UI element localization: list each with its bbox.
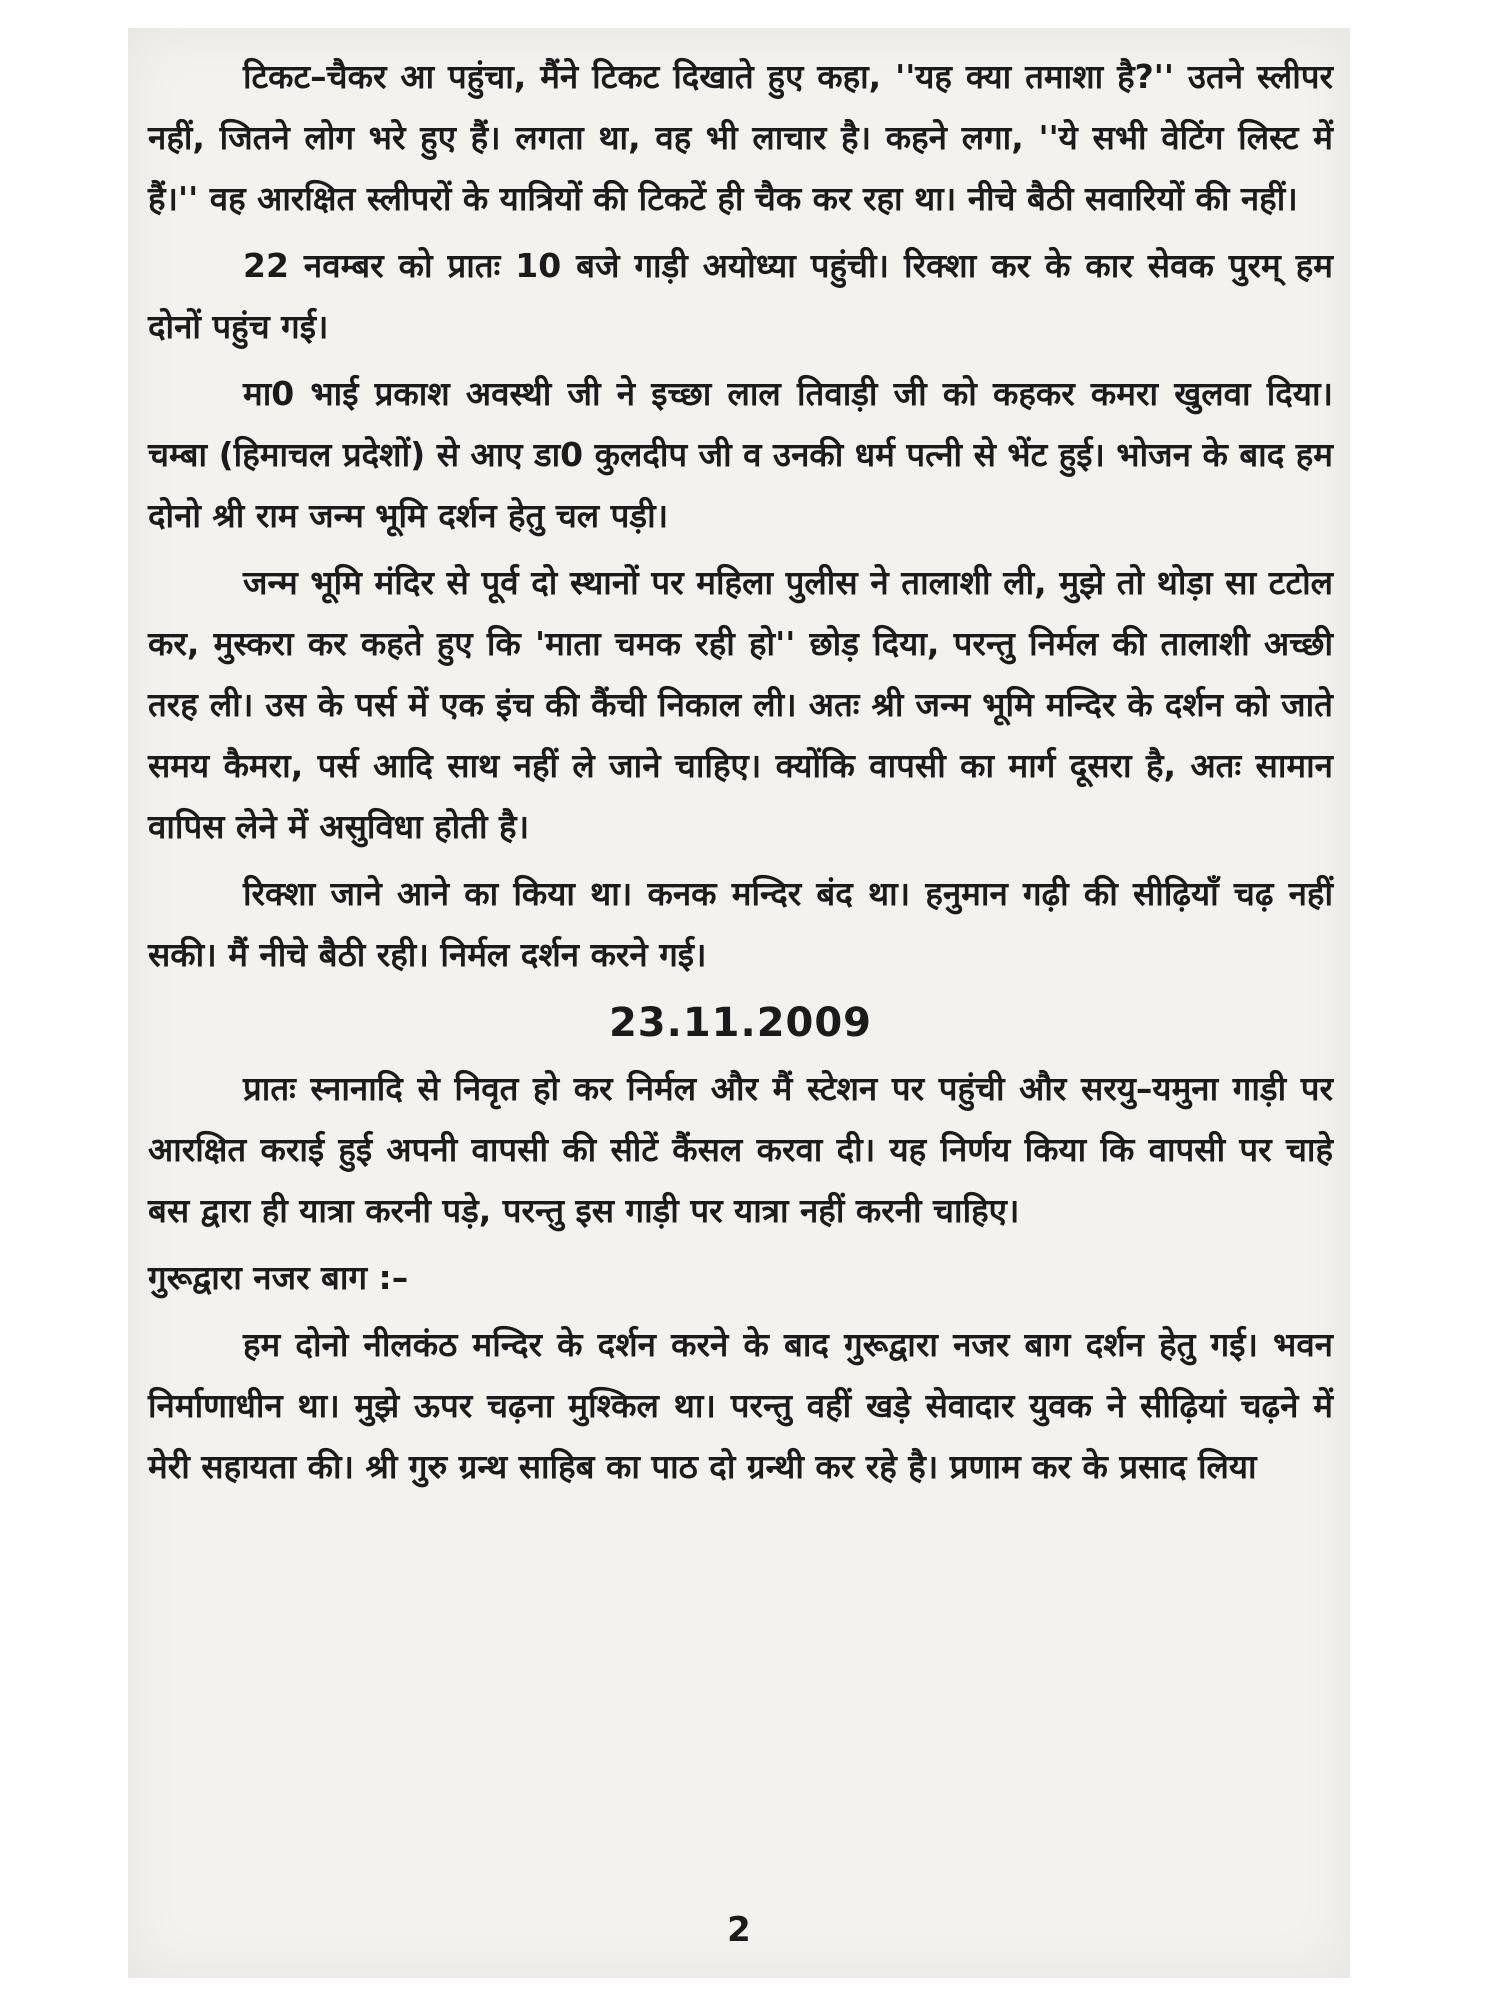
paragraph-arrival-ayodhya: 22 नवम्बर को प्रातः 10 बजे गाड़ी अयोध्या पहुंची। रिक्शा कर के कार सेवक पुरम् हम दोनों पहुंच गई। — [148, 246, 1333, 346]
paragraph-ticket-checker: टिकट–चैकर आ पहुंचा, मैंने टिकट दिखाते हुए कहा, ''यह क्या तमाशा है?'' उतने स्लीपर नहीं, जितने लोग भरे हुए हैं। लगता था, वह भी लाचार है। कहने लगा, ''ये सभी वेटिंग लिस्ट में हैं।'' वह आरक्षित स्लीपरों के यात्रियों की टिकटें ही चैक कर रहा था। नीचे बैठी सवारियों की नहीं। — [148, 57, 1333, 218]
paragraph-hanuman-garhi: रिक्शा जाने आने का किया था। कनक मन्दिर बंद था। हनुमान गढ़ी की सीढ़ियाँ चढ़ नहीं सकी। मैं नीचे बैठी रही। निर्मल दर्शन करने गई। — [148, 874, 1333, 974]
section-heading-gurudwara: गुरूद्वारा नजर बाग :– — [148, 1258, 409, 1297]
date-heading: 23.11.2009 — [608, 1000, 873, 1046]
page-number: 2 — [727, 1910, 751, 1950]
paragraph-gurudwara: हम दोनो नीलकंठ मन्दिर के दर्शन करने के बाद गुरूद्वारा नजर बाग दर्शन हेतु गई। भवन निर्माणाधीन था। मुझे ऊपर चढ़ना मुश्किल था। परन्तु वहीं खड़े सेवादार युवक ने सीढ़ियां चढ़ने में मेरी सहायता की। श्री गुरु ग्रन्थ साहिब का पाठ दो ग्रन्थी कर रहे है। प्रणाम कर के प्रसाद लिया — [148, 1325, 1333, 1486]
book-page — [128, 28, 1350, 1978]
paragraph-station: प्रातः स्नानादि से निवृत हो कर निर्मल और मैं स्टेशन पर पहुंची और सरयु–यमुना गाड़ी पर आरक्षित कराई हुई अपनी वापसी की सीटें कैंसल करवा दी। यह निर्णय किया कि वापसी पर चाहे बस द्वारा ही यात्रा करनी पड़े, परन्तु इस गाड़ी पर यात्रा नहीं करनी चाहिए। — [148, 1069, 1333, 1230]
paragraph-security-check: जन्म भूमि मंदिर से पूर्व दो स्थानों पर महिला पुलीस ने तालाशी ली, मुझे तो थोड़ा सा टटोल कर, मुस्करा कर कहते हुए कि 'माता चमक रही हो'' छोड़ दिया, परन्तु निर्मल की तालाशी अच्छी तरह ली। उस के पर्स में एक इंच की कैंची निकाल ली। अतः श्री जन्म भूमि मन्दिर के दर्शन को जाते समय कैमरा, पर्स आदि साथ नहीं ले जाने चाहिए। क्योंकि वापसी का मार्ग दूसरा है, अतः सामान वापिस लेने में असुविधा होती है। — [148, 563, 1333, 846]
paragraph-room: मा0 भाई प्रकाश अवस्थी जी ने इच्छा लाल तिवाड़ी जी को कहकर कमरा खुलवा दिया। चम्बा (हिमाचल प्रदेशों) से आए डा0 कुलदीप जी व उनकी धर्म पत्नी से भेंट हुई। भोजन के बाद हम दोनो श्री राम जन्म भूमि दर्शन हेतु चल पड़ी। — [148, 374, 1333, 535]
body-text — [148, 46, 1333, 1497]
